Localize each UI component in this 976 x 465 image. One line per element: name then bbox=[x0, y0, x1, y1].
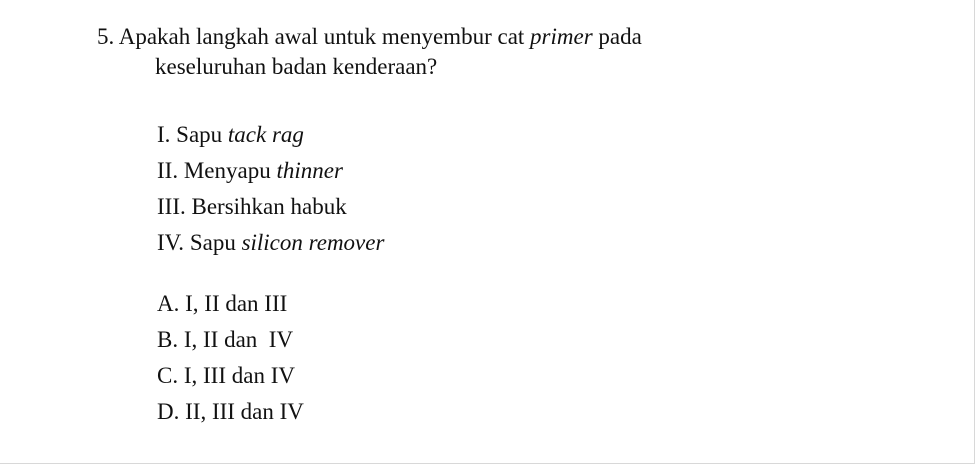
option-letter: C. bbox=[157, 363, 179, 388]
statement-text: Menyapu bbox=[183, 158, 271, 183]
question-text-part-1: Apakah langkah awal untuk menyembur cat bbox=[118, 24, 525, 49]
answer-option-b[interactable] bbox=[157, 322, 304, 358]
question-line-1 bbox=[97, 22, 797, 52]
question-italic-term: primer bbox=[530, 24, 593, 49]
statement-italic-term: silicon remover bbox=[241, 230, 385, 255]
statement-numeral: I. bbox=[157, 122, 171, 147]
statement-numeral: IV. bbox=[157, 230, 185, 255]
question-line-2: keseluruhan badan kenderaan? bbox=[155, 54, 438, 79]
statement-italic-term: tack rag bbox=[227, 122, 304, 147]
answer-option-d[interactable] bbox=[157, 394, 304, 430]
option-letter: B. bbox=[157, 327, 179, 352]
statement-numeral: II. bbox=[157, 158, 179, 183]
statement-list bbox=[157, 117, 384, 261]
option-letter: D. bbox=[157, 399, 180, 424]
option-text: I, II dan IV bbox=[183, 327, 294, 352]
statement-numeral: III. bbox=[157, 194, 186, 219]
statement-text: Sapu bbox=[189, 230, 236, 255]
statement-item bbox=[157, 153, 384, 189]
answer-option-a[interactable] bbox=[157, 286, 304, 322]
statement-text: Sapu bbox=[176, 122, 223, 147]
statement-italic-term: thinner bbox=[276, 158, 343, 183]
option-text: I, II dan III bbox=[185, 291, 288, 316]
answer-options bbox=[157, 286, 304, 430]
statement-text: Bersihkan habuk bbox=[191, 194, 347, 219]
option-letter: A. bbox=[157, 291, 180, 316]
option-text: II, III dan IV bbox=[185, 399, 304, 424]
question-number: 5. bbox=[97, 24, 115, 49]
statement-item bbox=[157, 189, 384, 225]
answer-option-c[interactable] bbox=[157, 358, 304, 394]
statement-item bbox=[157, 117, 384, 153]
option-text: I, III dan IV bbox=[183, 363, 295, 388]
question-text-part-2: pada bbox=[598, 24, 642, 49]
question-stem bbox=[97, 22, 797, 82]
statement-item bbox=[157, 225, 384, 261]
